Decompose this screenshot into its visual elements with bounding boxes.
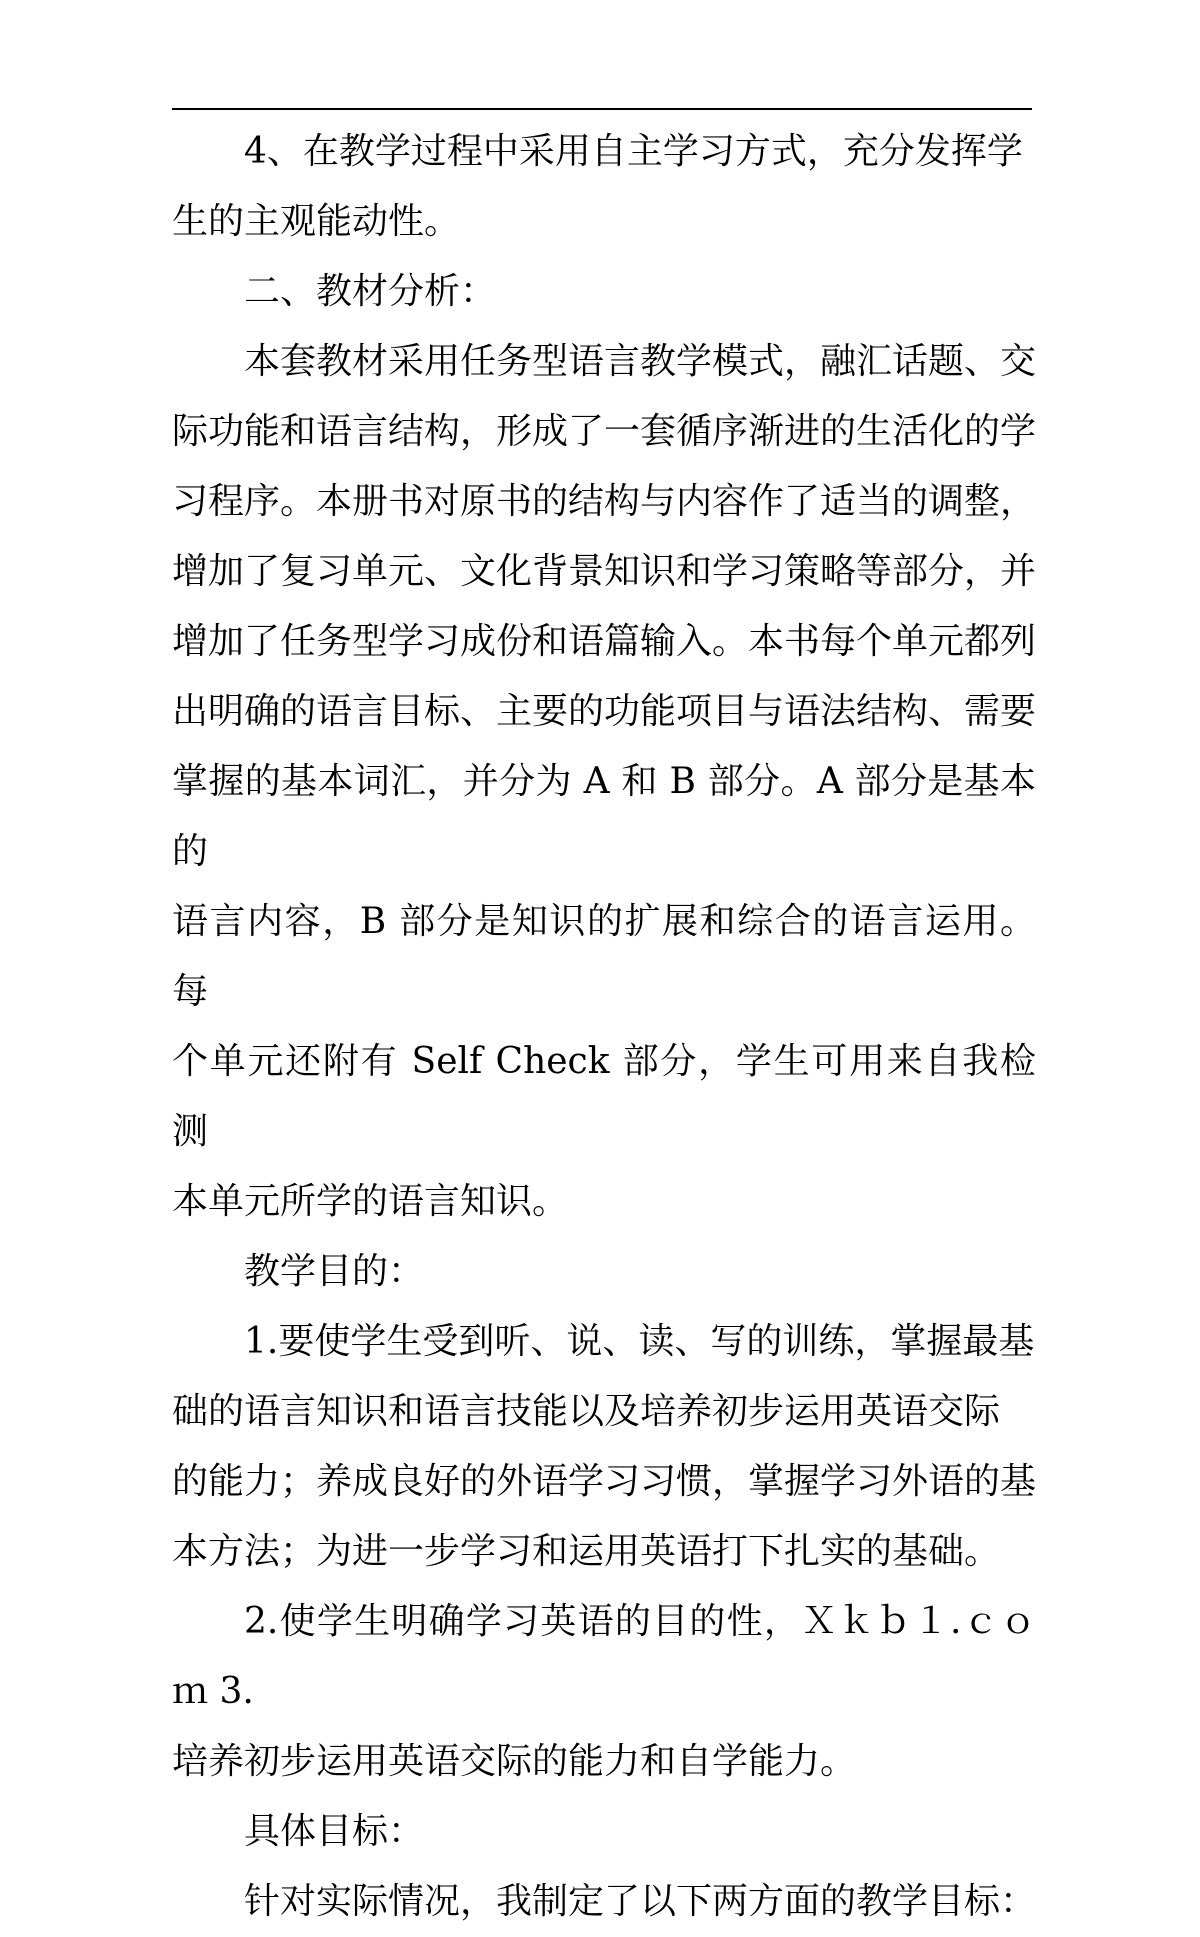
paragraph-purpose-1: 1.要使学生受到听、说、读、写的训练，掌握最基 础的语言知识和语言技能以及培养初步运用英语交际 的能力；养成良好的外语学习习惯，掌握学习外语的基 本方法；为进一步学习和运用英语打下扎实的基础。 bbox=[172, 1321, 1037, 1572]
heading-textbook-analysis: 二、教材分析： bbox=[244, 271, 497, 312]
header-divider bbox=[172, 108, 1032, 110]
document-body bbox=[172, 117, 1036, 1937]
paragraph-purpose-2-3: 2.使学生明确学习英语的目的性，Ｘｋｂ１.ｃｏｍ 3. 培养初步运用英语交际的能力和自学能力。 bbox=[172, 1601, 1036, 1782]
paragraph-learning-method: 4、在教学过程中采用自主学习方式，充分发挥学 生的主观能动性。 bbox=[172, 131, 1023, 242]
paragraph-goals-intro: 针对实际情况，我制定了以下两方面的教学目标： bbox=[244, 1881, 1037, 1922]
heading-specific-goals: 具体目标： bbox=[244, 1811, 425, 1852]
heading-teaching-purpose: 教学目的： bbox=[244, 1251, 425, 1292]
paragraph-textbook-description: 本套教材采用任务型语言教学模式，融汇话题、交 际功能和语言结构，形成了一套循序渐进的生活化的学 习程序。本册书对原书的结构与内容作了适当的调整， 增加了复习单元、文化背景知识和学习策略等部分，并 增加了任务型学习成份和语篇输入。本书每个单元都列 出明确的语言目标、主要的功能项目与语法结构、需要 掌握的基本词汇，并分为 A 和 B 部分。A 部分是基本的 语言内容，B 部分是知识的扩展和综合的语言运用。每 个单元还附有 Self Check 部分，学生可用来自我检测 本单元所学的语言知识。 bbox=[172, 341, 1037, 1222]
